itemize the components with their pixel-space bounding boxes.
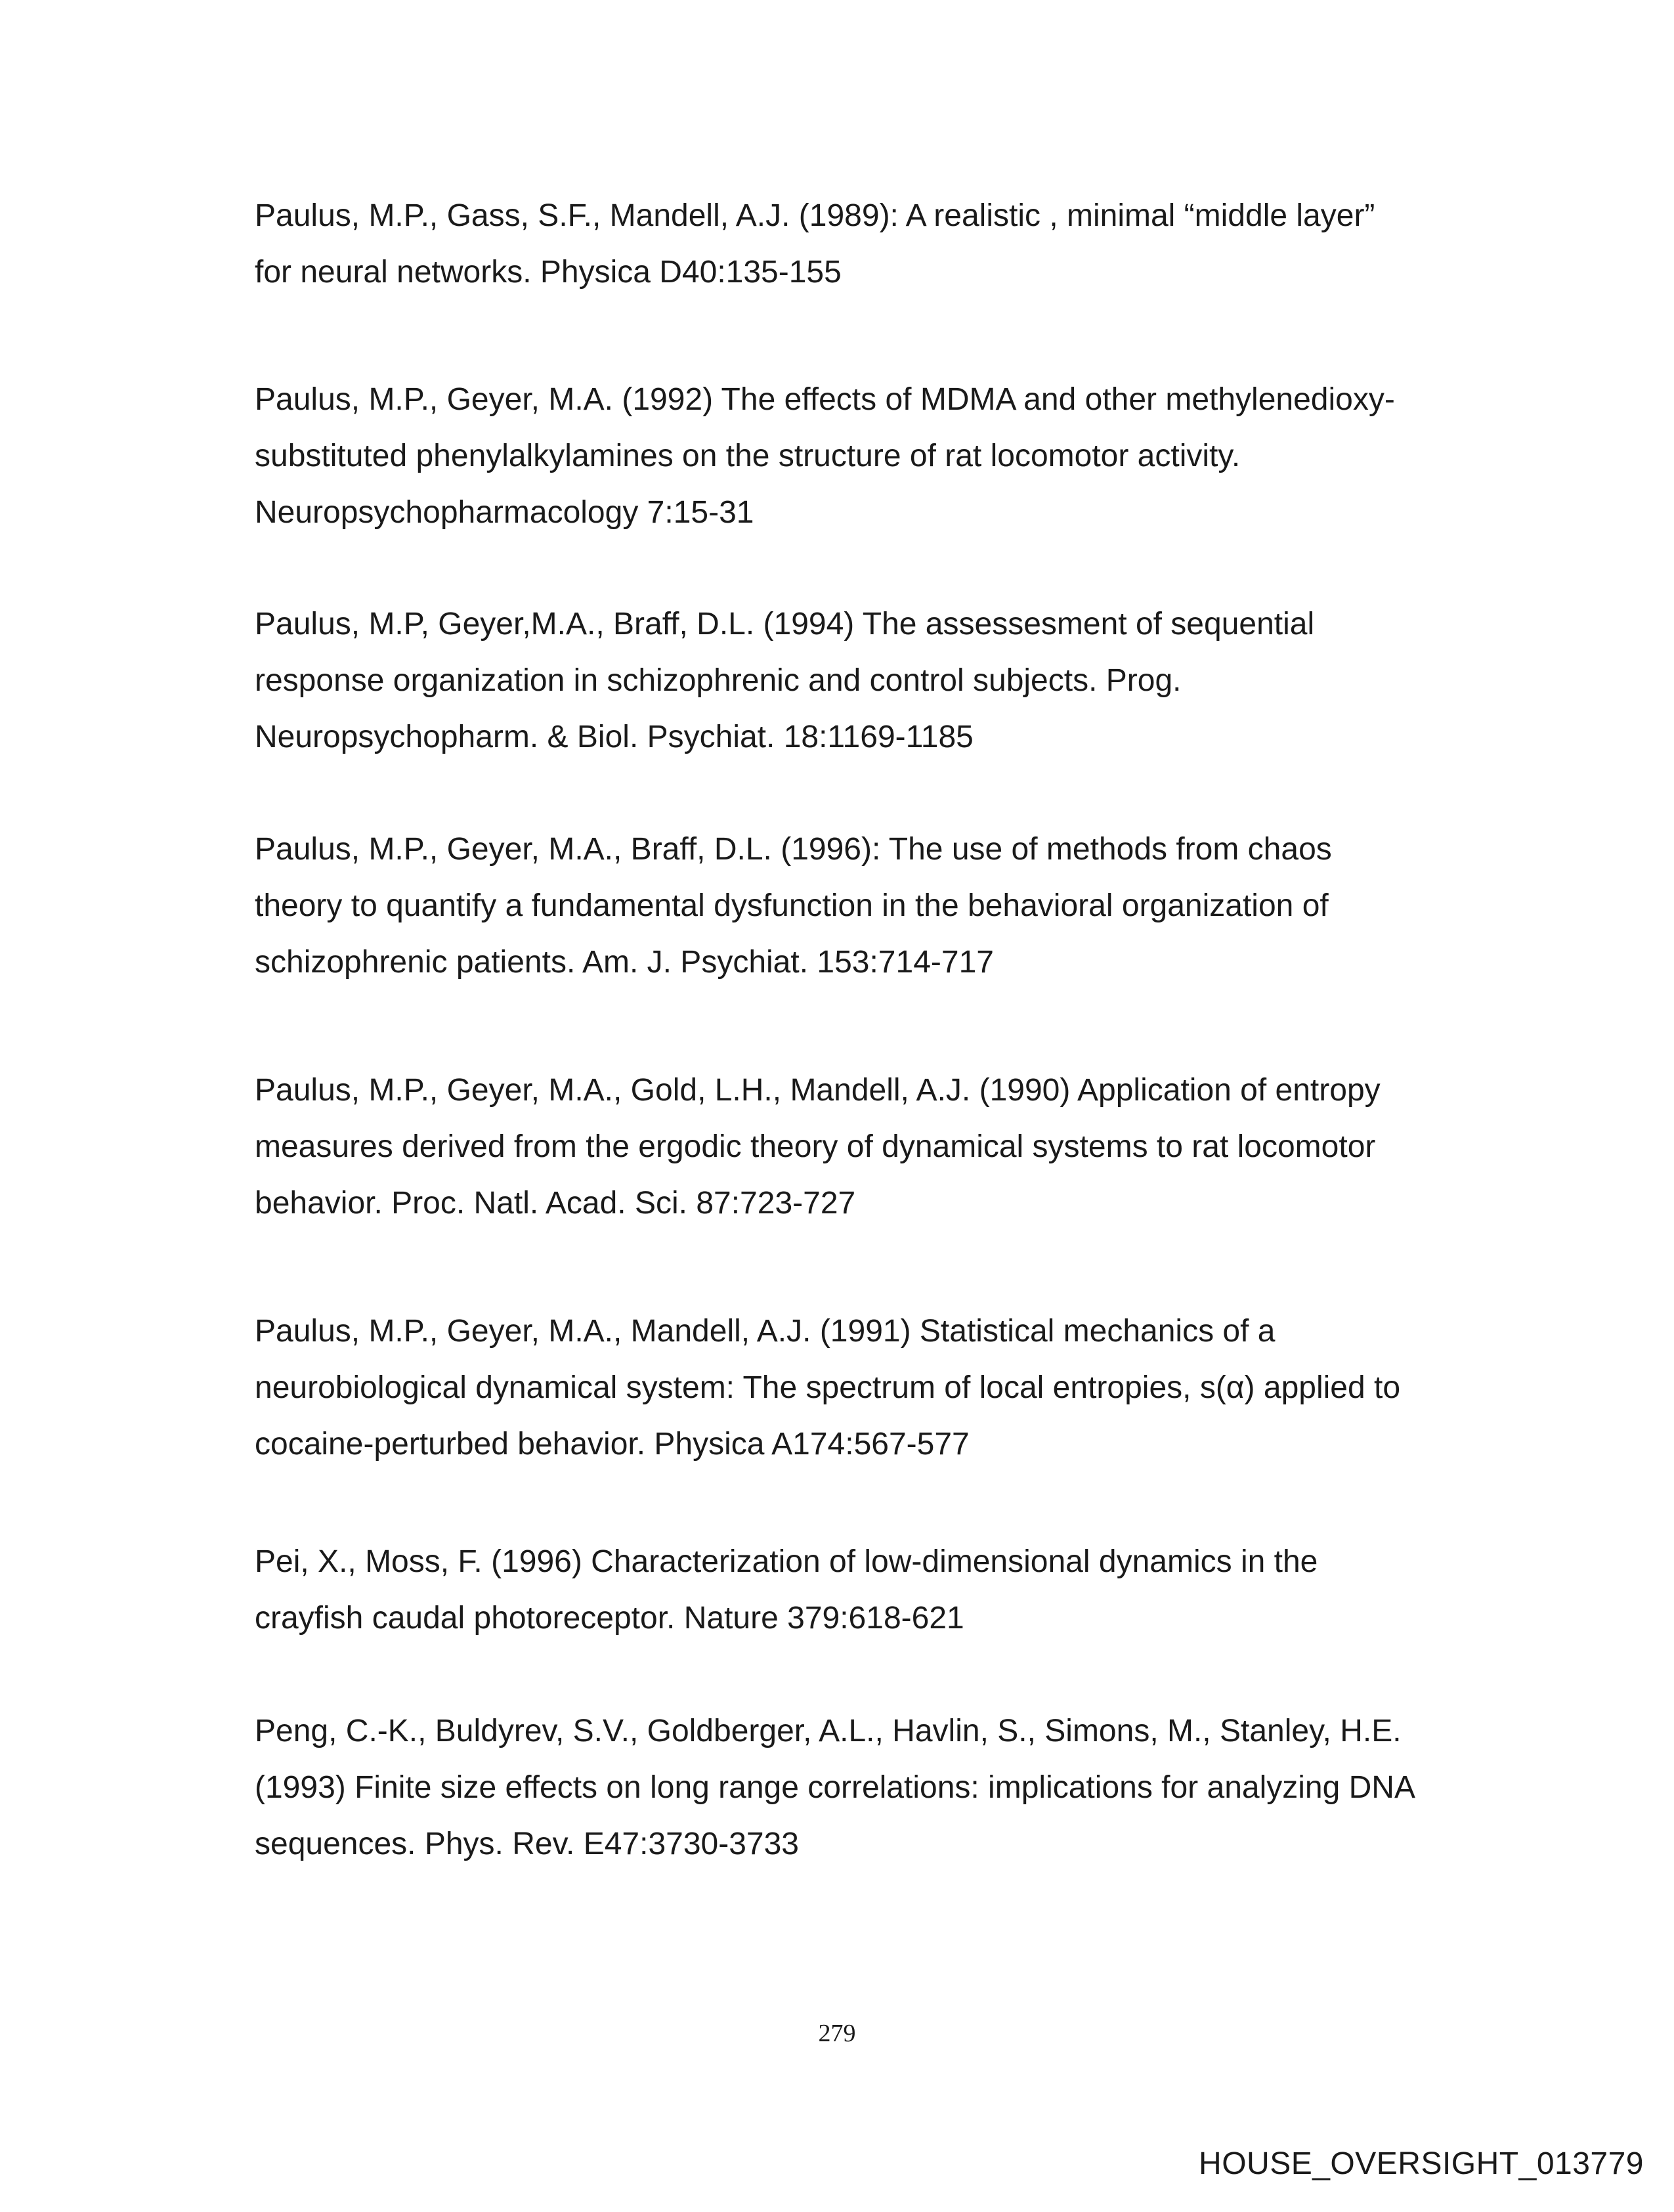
reference-entry xyxy=(255,188,1463,301)
reference-entry xyxy=(255,821,1463,991)
reference-line: sequences. Phys. Rev. E47:3730-3733 xyxy=(255,1827,799,1861)
reference-line: Paulus, M.P., Geyer, M.A., Gold, L.H., Mandell, A.J. (1990) Application of entropy xyxy=(255,1073,1381,1108)
reference-line: theory to quantify a fundamental dysfunction in the behavioral organization of xyxy=(255,888,1329,923)
reference-line: schizophrenic patients. Am. J. Psychiat. 153:714-717 xyxy=(255,945,994,980)
reference-entry xyxy=(255,1703,1463,1873)
reference-line: Neuropsychopharmacology 7:15-31 xyxy=(255,495,754,530)
reference-line: Paulus, M.P., Gass, S.F., Mandell, A.J. (1989): A realistic , minimal “middle layer” xyxy=(255,198,1375,233)
reference-line: Paulus, M.P, Geyer,M.A., Braff, D.L. (1994) The assessesment of sequential xyxy=(255,607,1315,641)
reference-entry xyxy=(255,1534,1463,1647)
reference-entry xyxy=(255,1303,1463,1473)
reference-entry xyxy=(255,1062,1463,1232)
reference-line: behavior. Proc. Natl. Acad. Sci. 87:723-727 xyxy=(255,1186,856,1221)
reference-entry xyxy=(255,596,1463,766)
reference-line: crayfish caudal photoreceptor. Nature 379:618-621 xyxy=(255,1601,964,1636)
reference-line: cocaine-perturbed behavior. Physica A174:567-577 xyxy=(255,1427,970,1462)
reference-line: response organization in schizophrenic and control subjects. Prog. xyxy=(255,663,1182,698)
reference-line: Peng, C.-K., Buldyrev, S.V., Goldberger, A.L., Havlin, S., Simons, M., Stanley, H.E. xyxy=(255,1714,1402,1748)
reference-entry xyxy=(255,372,1463,541)
reference-line: Paulus, M.P., Geyer, M.A., Mandell, A.J. (1991) Statistical mechanics of a xyxy=(255,1314,1276,1349)
reference-line: Neuropsychopharm. & Biol. Psychiat. 18:1169-1185 xyxy=(255,720,974,754)
reference-line: for neural networks. Physica D40:135-155 xyxy=(255,255,842,290)
reference-line: (1993) Finite size effects on long range correlations: implications for analyzing DNA xyxy=(255,1770,1415,1805)
bates-number: HOUSE_OVERSIGHT_013779 xyxy=(1199,2146,1644,2181)
reference-line: measures derived from the ergodic theory of dynamical systems to rat locomotor xyxy=(255,1129,1376,1164)
page-number: 279 xyxy=(818,2020,856,2047)
reference-line: substituted phenylalkylamines on the structure of rat locomotor activity. xyxy=(255,439,1241,473)
reference-line: neurobiological dynamical system: The spectrum of local entropies, s(α) applied to xyxy=(255,1370,1401,1405)
reference-line: Paulus, M.P., Geyer, M.A., Braff, D.L. (1996): The use of methods from chaos xyxy=(255,832,1332,867)
reference-line: Paulus, M.P., Geyer, M.A. (1992) The effects of MDMA and other methylenedioxy- xyxy=(255,382,1395,417)
reference-line: Pei, X., Moss, F. (1996) Characterization of low-dimensional dynamics in the xyxy=(255,1544,1318,1579)
